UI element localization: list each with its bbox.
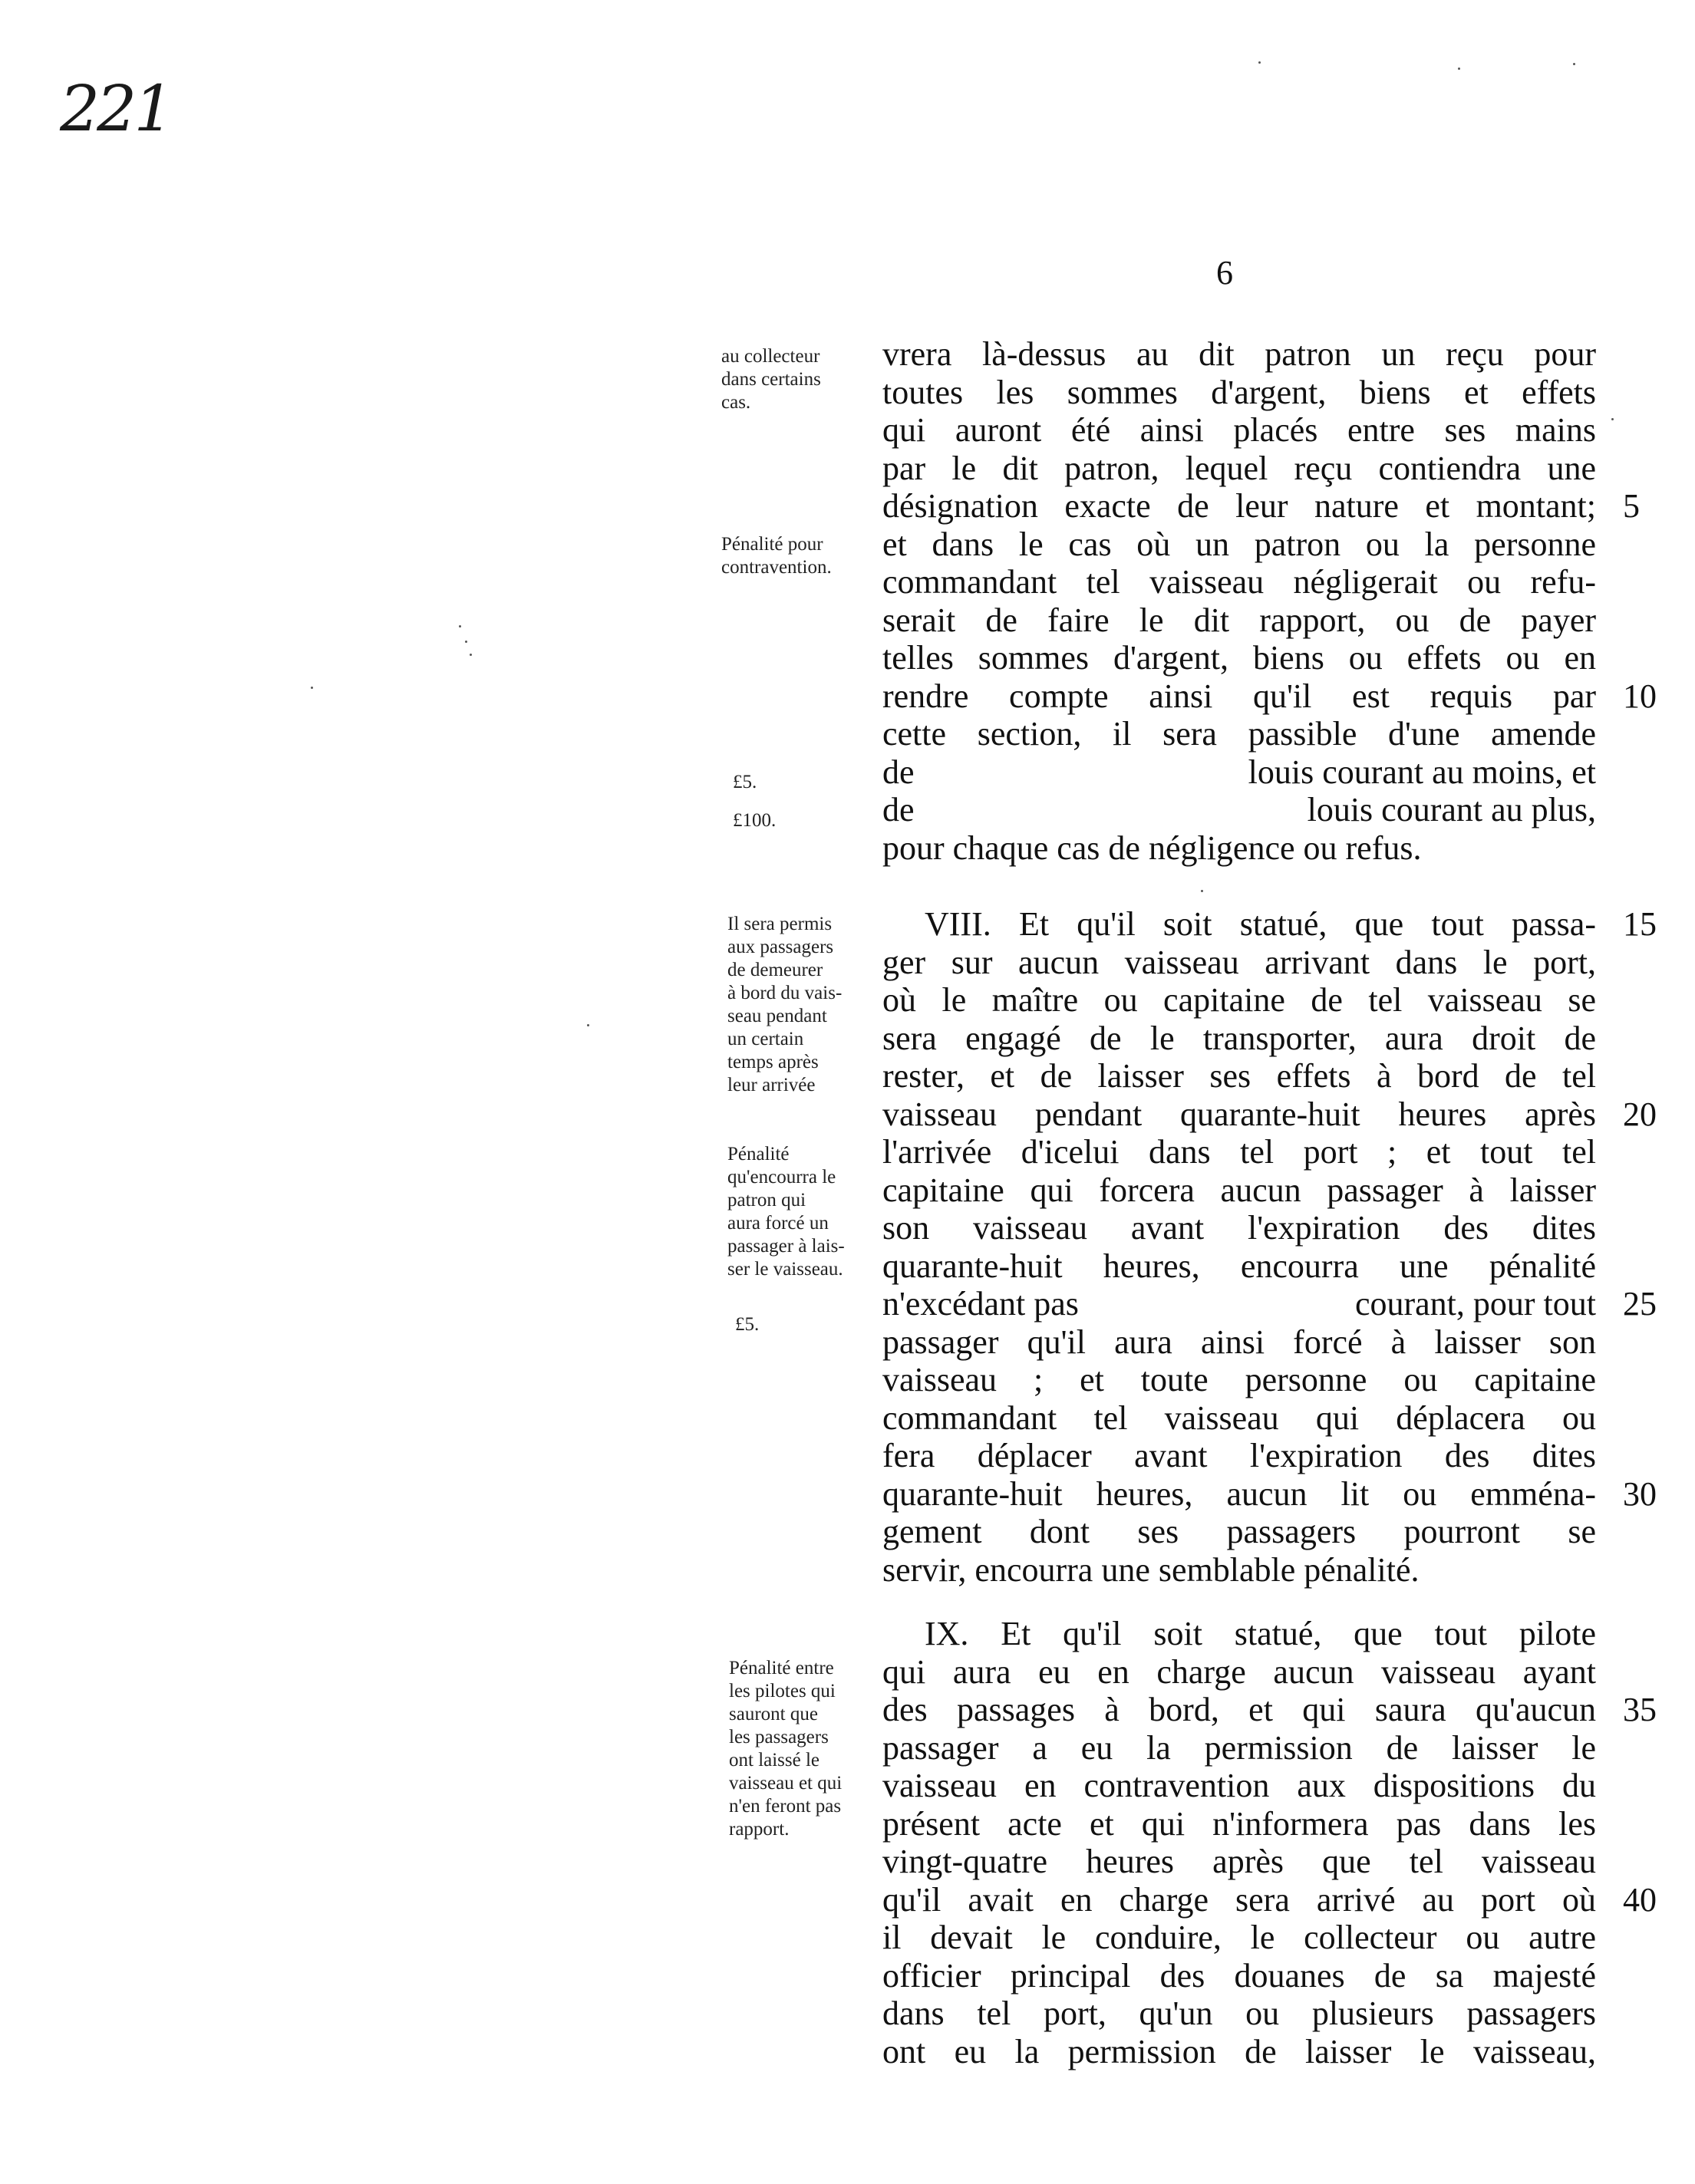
line-text-continued: louis courant au moins, et <box>1248 753 1596 791</box>
scan-speck <box>470 654 472 656</box>
text-line <box>882 1057 1596 1095</box>
line-text: commandant tel vaisseau qui déplacera ou <box>882 1398 1596 1437</box>
text-line <box>882 563 1596 601</box>
line-text: capitaine qui forcera aucun passager à laisser <box>882 1171 1596 1209</box>
text-line <box>882 753 1596 792</box>
margin-note-amount-min: £5. <box>733 772 757 792</box>
line-text: vrera là-dessus au dit patron un reçu pour <box>882 335 1596 373</box>
line-text-continued: courant, pour tout <box>1354 1285 1596 1323</box>
line-text: IX. Et qu'il soit statué, que tout pilote <box>925 1615 1596 1652</box>
line-text: passager a eu la permission de laisser le <box>882 1728 1596 1767</box>
line-text: ont eu la permission de laisser le vaisseau, <box>882 2032 1596 2070</box>
text-line <box>882 1323 1596 1362</box>
line-text: de <box>882 791 915 828</box>
text-line <box>882 1805 1596 1843</box>
line-text: vaisseau ; et toute personne ou capitaine <box>882 1361 1596 1398</box>
margin-note-penalty-patron: Pénalité qu'encourra le patron qui aura forcé un passager à lais- ser le vaisseau. <box>727 1144 845 1280</box>
line-text: et dans le cas où un patron ou la personne <box>882 525 1596 563</box>
text-line <box>882 829 1596 868</box>
text-line <box>882 1285 1657 1323</box>
section-ix <box>882 1615 1657 2070</box>
line-text: servir, encourra une semblable pénalité. <box>882 1550 1420 1589</box>
text-line <box>882 1247 1596 1286</box>
scan-speck <box>459 625 461 628</box>
text-line <box>882 1551 1596 1589</box>
line-text: toutes les sommes d'argent, biens et effets <box>882 373 1596 411</box>
margin-note-collector: au collecteur dans certains cas. <box>721 346 821 413</box>
text-line <box>882 981 1596 1020</box>
line-text: dans tel port, qu'un ou plusieurs passagers <box>882 1995 1596 2032</box>
scan-speck <box>587 1024 589 1026</box>
text-line <box>882 1843 1596 1881</box>
text-line <box>882 374 1596 412</box>
line-text: n'excédant pas <box>882 1285 1079 1323</box>
text-line <box>882 411 1596 450</box>
line-text: commandant tel vaisseau négligerait ou refu- <box>882 563 1596 601</box>
line-text: quarante-huit heures, encourra une pénalité <box>882 1247 1596 1285</box>
paragraph-continuation <box>882 335 1657 867</box>
line-text: son vaisseau avant l'expiration des dites <box>882 1209 1596 1247</box>
line-text: serait de faire le dit rapport, ou de payer <box>882 601 1596 639</box>
line-text: ger sur aucun vaisseau arrivant dans le port, <box>882 943 1596 981</box>
text-line <box>882 1020 1596 1058</box>
line-text: l'arrivée d'icelui dans tel port ; et tout tel <box>882 1133 1596 1171</box>
section-viii <box>882 905 1657 1589</box>
line-text: fera déplacer avant l'expiration des dites <box>882 1437 1596 1474</box>
text-line <box>882 601 1596 640</box>
text-line <box>882 1209 1596 1247</box>
text-line <box>882 335 1596 374</box>
text-line <box>882 1691 1657 1729</box>
line-text: qui auront été ainsi placés entre ses mains <box>882 411 1596 449</box>
line-text: des passages à bord, et qui saura qu'aucun <box>882 1691 1596 1728</box>
scan-speck <box>1611 418 1614 420</box>
text-line <box>882 1437 1596 1475</box>
handwritten-page-number: 221 <box>60 73 171 146</box>
text-line <box>882 944 1596 982</box>
line-text: vaisseau en contravention aux dispositions du <box>882 1767 1596 1804</box>
line-number: 30 <box>1623 1474 1657 1513</box>
line-number: 10 <box>1623 677 1657 715</box>
line-text: passager qu'il aura ainsi forcé à laisser son <box>882 1323 1596 1361</box>
line-text: cette section, il sera passible d'une amende <box>882 715 1596 753</box>
text-line <box>882 1361 1596 1399</box>
scan-speck <box>311 687 313 689</box>
text-line <box>882 2033 1596 2071</box>
text-line <box>882 791 1596 829</box>
line-text: par le dit patron, lequel reçu contiendra une <box>882 449 1596 487</box>
text-line <box>882 525 1596 564</box>
text-line <box>882 1474 1657 1514</box>
text-line <box>882 1919 1596 1957</box>
line-text: où le maître ou capitaine de tel vaisseau se <box>882 981 1596 1019</box>
text-line <box>882 1513 1596 1551</box>
line-text: pour chaque cas de négligence ou refus. <box>882 828 1422 867</box>
line-number: 15 <box>1623 905 1657 943</box>
line-text: de <box>882 753 915 791</box>
text-line <box>882 1995 1596 2033</box>
text-line <box>882 677 1657 716</box>
margin-note-penalty-pilots: Pénalité entre les pilotes qui sauront que les passagers ont laissé le vaisseau et qui n'en feront pas rapport. <box>729 1658 843 1840</box>
margin-note-passengers-stay: Il sera permis aux passagers de demeurer à bord du vais- seau pendant un certain temps après leur arrivée <box>727 914 843 1095</box>
margin-note-penalty-contravention: Pénalité pour contravention. <box>721 534 832 578</box>
line-text: telles sommes d'argent, biens ou effets ou en <box>882 639 1596 677</box>
line-text: vaisseau pendant quarante-huit heures après <box>882 1095 1596 1133</box>
scan-speck <box>1573 63 1575 65</box>
line-number: 5 <box>1623 487 1640 525</box>
line-text: présent acte et qui n'informera pas dans les <box>882 1804 1596 1843</box>
text-line <box>882 1095 1657 1134</box>
text-line <box>882 487 1640 525</box>
line-text: il devait le conduire, le collecteur ou autre <box>882 1919 1596 1956</box>
line-text: qu'il avait en charge sera arrivé au port où <box>882 1880 1596 1919</box>
line-text: officier principal des douanes de sa majesté <box>882 1956 1596 1995</box>
text-line <box>882 905 1657 944</box>
scan-speck <box>1258 61 1261 64</box>
line-text: VIII. Et qu'il soit statué, que tout passa- <box>925 905 1596 943</box>
line-text: quarante-huit heures, aucun lit ou emména- <box>882 1474 1596 1513</box>
text-line <box>882 450 1596 488</box>
line-text: rester, et de laisser ses effets à bord de tel <box>882 1057 1596 1095</box>
page-number: 6 <box>1216 254 1233 292</box>
line-text: gement dont ses passagers pourront se <box>882 1513 1596 1550</box>
line-text: qui aura eu en charge aucun vaisseau ayant <box>882 1652 1596 1691</box>
scan-speck <box>465 641 467 643</box>
scan-speck <box>1201 890 1203 892</box>
margin-note-amount-max: £100. <box>733 810 777 831</box>
margin-note-amount-penalty: £5. <box>735 1314 760 1335</box>
text-line <box>882 1957 1596 1995</box>
text-line <box>882 1653 1596 1692</box>
line-text-continued: louis courant au plus, <box>1307 791 1596 828</box>
text-line <box>882 1767 1596 1805</box>
text-line <box>882 1880 1657 1919</box>
line-text: rendre compte ainsi qu'il est requis par <box>882 677 1596 715</box>
line-text: sera engagé de le transporter, aura droit de <box>882 1019 1596 1057</box>
text-line <box>882 1729 1596 1767</box>
line-number: 40 <box>1623 1880 1657 1919</box>
line-number: 20 <box>1623 1095 1657 1133</box>
scan-speck <box>1458 68 1460 70</box>
text-line <box>882 1133 1596 1171</box>
text-line <box>882 639 1596 677</box>
text-line <box>882 1615 1596 1653</box>
line-text: vingt-quatre heures après que tel vaisseau <box>882 1843 1596 1880</box>
text-line <box>882 715 1596 753</box>
line-number: 35 <box>1623 1691 1657 1728</box>
line-number: 25 <box>1623 1285 1657 1323</box>
line-text: désignation exacte de leur nature et montant; <box>882 487 1596 525</box>
text-line <box>882 1399 1596 1438</box>
text-line <box>882 1171 1596 1210</box>
